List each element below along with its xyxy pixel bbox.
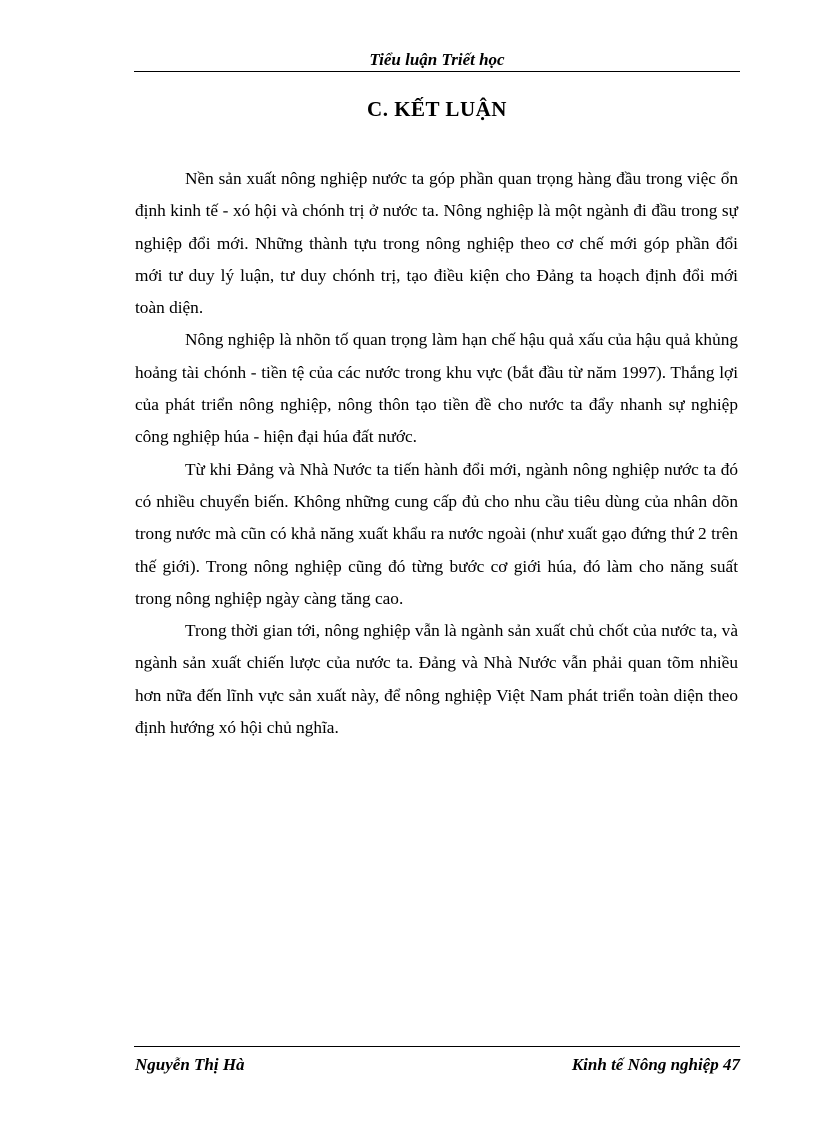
header-divider bbox=[134, 71, 740, 72]
paragraph: Nông nghiệp là nhõn tố quan trọng làm hạn chế hậu quả xấu của hậu quả khủng hoảng tài chónh - tiền tệ của các nước trong khu vực (bắt đầu từ năm 1997). Thắng lợi của phát triển nông nghiệp, nông thôn tạo tiền đề cho nước ta đẩy nhanh sự nghiệp công nghiệp húa - hiện đại húa đất nước. bbox=[135, 330, 738, 447]
header-title: Tiểu luận Triết học bbox=[369, 50, 505, 69]
footer-author: Nguyễn Thị Hà bbox=[135, 1055, 245, 1074]
footer-divider bbox=[134, 1046, 740, 1047]
paragraph: Trong thời gian tới, nông nghiệp vẫn là ngành sản xuất chủ chốt của nước ta, và ngành sản xuất chiến lược của nước ta. Đảng và Nhà Nước vẫn phải quan tõm nhiều hơn nữa đến lĩnh vực sản xuất này, để nông nghiệp Việt Nam phát triển toàn diện theo định hướng xó hội chủ nghĩa. bbox=[135, 621, 738, 738]
footer-course: Kinh tế Nông nghiệp 47 bbox=[571, 1055, 740, 1074]
body-text bbox=[135, 163, 738, 744]
section-heading: C. KẾT LUẬN bbox=[367, 97, 507, 121]
paragraph: Từ khi Đảng và Nhà Nước ta tiến hành đổi mới, ngành nông nghiệp nước ta đó có nhiều chuyển biến. Không những cung cấp đủ cho nhu cầu tiêu dùng của nhân dõn trong nước mà cũn có khả năng xuất khẩu ra nước ngoài (như xuất gạo đứng thứ 2 trên thế giới). Trong nông nghiệp cũng đó từng bước cơ giới húa, đó làm cho năng suất trong nông nghiệp ngày càng tăng cao. bbox=[135, 459, 738, 608]
paragraph: Nền sản xuất nông nghiệp nước ta góp phần quan trọng hàng đầu trong việc ổn định kinh tế - xó hội và chónh trị ở nước ta. Nông nghiệp là một ngành đi đầu trong sự nghiệp đổi mới. Những thành tựu trong nông nghiệp theo cơ chế mới góp phần đổi mới tư duy lý luận, tư duy chónh trị, tạo điều kiện cho Đảng ta hoạch định đổi mới toàn diện. bbox=[135, 169, 738, 318]
